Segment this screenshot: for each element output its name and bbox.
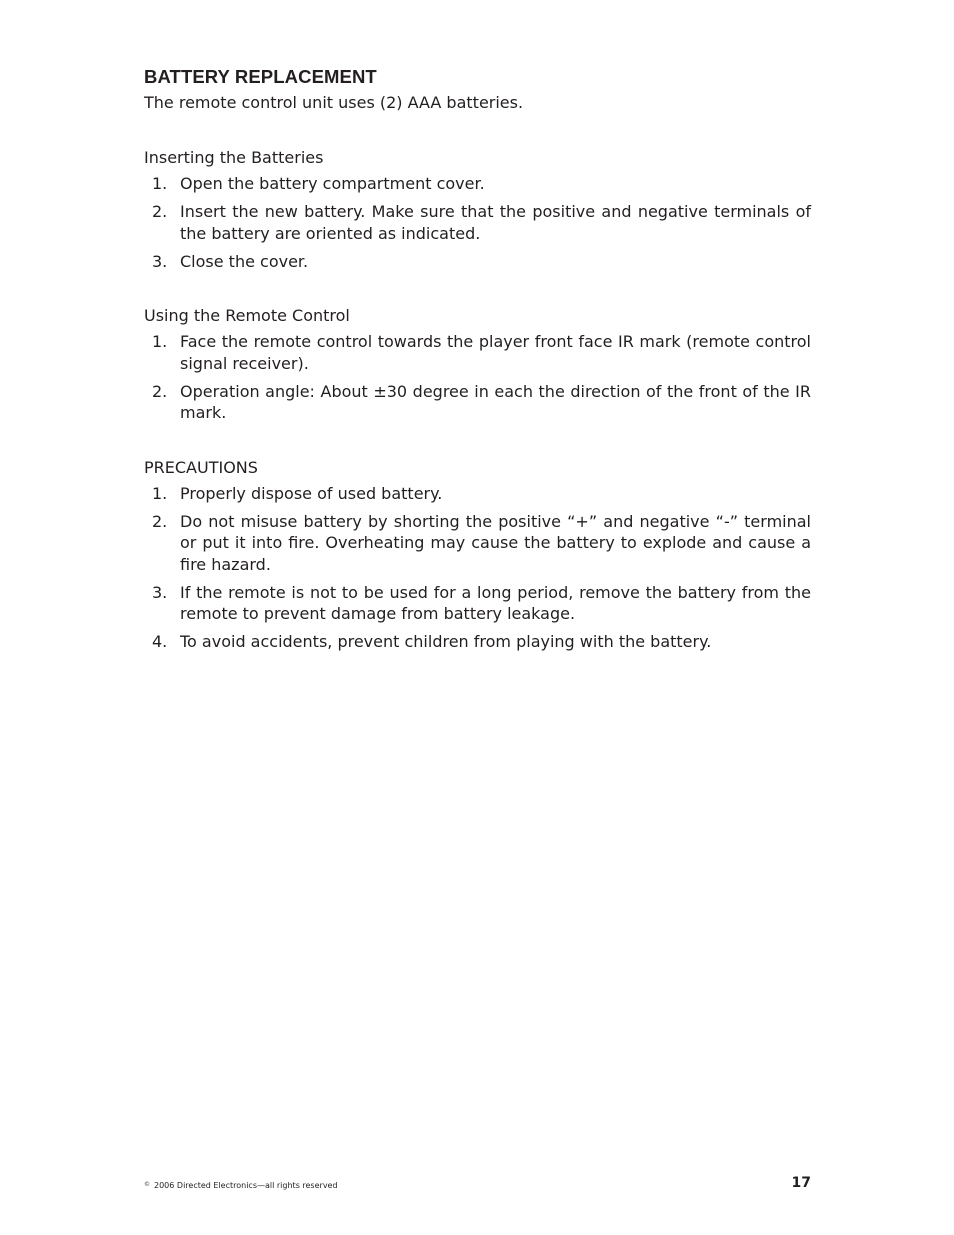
section-using-remote bbox=[144, 305, 811, 424]
list-item bbox=[144, 483, 811, 505]
step-list bbox=[144, 173, 811, 272]
section-inserting-batteries bbox=[144, 147, 811, 272]
item-text: Open the battery compartment cover. bbox=[180, 174, 485, 193]
item-number: 1. bbox=[152, 174, 168, 193]
copyright-text: 2006 Directed Electronics—all rights reserved bbox=[154, 1181, 338, 1190]
item-text: Insert the new battery. Make sure that the positive and negative terminals of the battery are oriented as indicated. bbox=[180, 202, 811, 243]
page-title: BATTERY REPLACEMENT bbox=[144, 66, 377, 87]
list-item bbox=[144, 582, 811, 625]
section-title: PRECAUTIONS bbox=[144, 457, 258, 477]
item-number: 2. bbox=[152, 202, 168, 221]
item-text: If the remote is not to be used for a long period, remove the battery from the remote to prevent damage from battery leakage. bbox=[180, 582, 811, 623]
page-content bbox=[144, 64, 811, 659]
item-number: 3. bbox=[152, 582, 168, 602]
item-text: Close the cover. bbox=[180, 251, 309, 271]
item-number: 1. bbox=[152, 332, 168, 351]
copyright-symbol: © bbox=[144, 1181, 150, 1188]
step-list bbox=[144, 483, 811, 653]
step-list bbox=[144, 331, 811, 424]
footer-copyright bbox=[144, 1181, 338, 1190]
list-item bbox=[144, 631, 811, 653]
item-number: 1. bbox=[152, 483, 168, 503]
item-number: 2. bbox=[152, 511, 168, 531]
item-text: To avoid accidents, prevent children from playing with the battery. bbox=[180, 632, 712, 651]
section-title: Inserting the Batteries bbox=[144, 148, 324, 167]
intro-text: The remote control unit uses (2) AAA batteries. bbox=[144, 93, 524, 112]
page-number: 17 bbox=[791, 1175, 811, 1191]
item-text: Face the remote control towards the player front face IR mark (remote control signal receiver). bbox=[180, 332, 811, 373]
item-number: 3. bbox=[152, 251, 168, 271]
item-number: 2. bbox=[152, 381, 168, 401]
item-text: Properly dispose of used battery. bbox=[180, 483, 443, 503]
item-text: Do not misuse battery by shorting the positive “+” and negative “-” terminal or put it into fire. Overheating may cause the battery to explode and cause a fire hazard. bbox=[180, 511, 811, 574]
list-item bbox=[144, 381, 811, 424]
list-item bbox=[144, 201, 811, 244]
item-number: 4. bbox=[152, 632, 168, 651]
section-title: Using the Remote Control bbox=[144, 306, 350, 325]
section-precautions bbox=[144, 457, 811, 653]
item-text: Operation angle: About ±30 degree in each the direction of the front of the IR mark. bbox=[180, 381, 811, 422]
list-item bbox=[144, 511, 811, 576]
list-item bbox=[144, 251, 811, 273]
list-item bbox=[144, 331, 811, 374]
list-item bbox=[144, 173, 811, 195]
